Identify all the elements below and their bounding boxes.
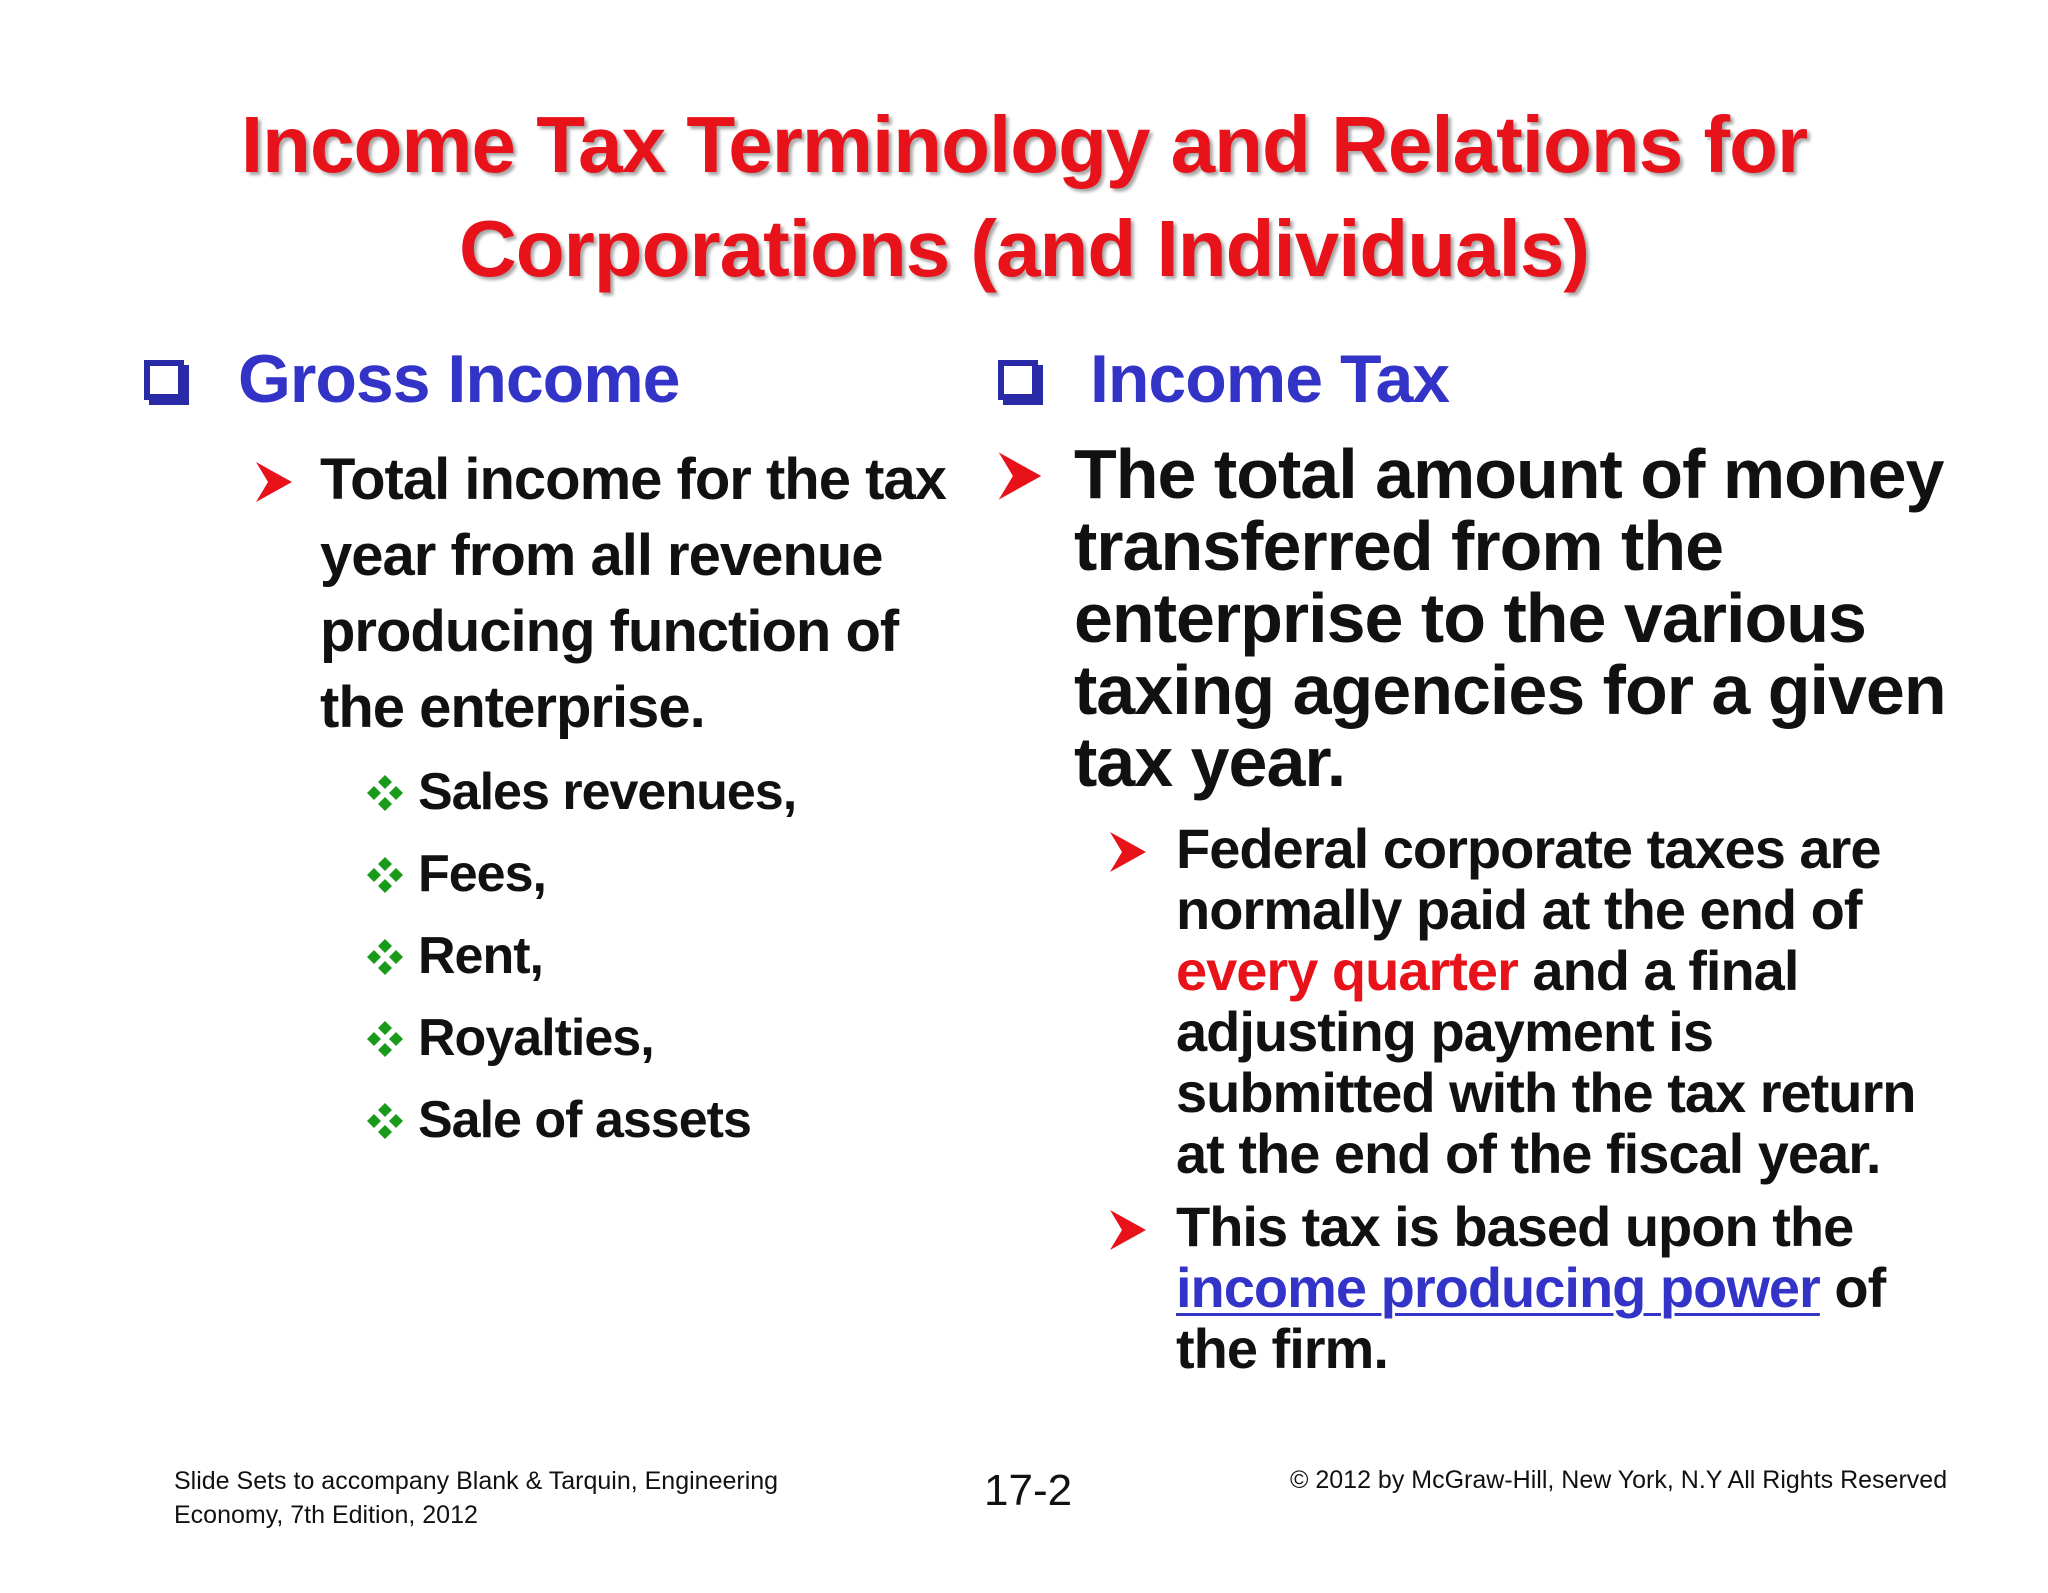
quarterly-payment-line: normally paid at the end of (1176, 878, 1862, 941)
arrow-bullet-icon (254, 460, 294, 504)
gross-income-item: Sales revenues, (418, 763, 797, 821)
gross-income-heading: Gross Income (238, 341, 680, 417)
diamond-bullet-icon (366, 1020, 404, 1058)
footer-citation-line-1: Slide Sets to accompany Blank & Tarquin, Engineering (174, 1467, 779, 1495)
tax-basis-line-rest: of (1819, 1256, 1886, 1319)
income-tax-definition-line: transferred from the (1074, 507, 1724, 585)
income-tax-definition-line: The total amount of money (1074, 435, 1944, 513)
arrow-bullet-icon (1108, 830, 1148, 874)
quarterly-payment-line-rest: and a final (1517, 939, 1799, 1002)
quarterly-payment-line: submitted with the tax return (1176, 1061, 1916, 1124)
slide-title-line-1: Income Tax Terminology and Relations for (240, 100, 1808, 189)
diamond-bullet-icon (366, 1102, 404, 1140)
checkbox-bullet-icon (144, 360, 184, 400)
page-number: 17-2 (984, 1466, 1073, 1515)
diamond-bullet-icon (366, 938, 404, 976)
income-tax-definition-line: tax year. (1074, 723, 1346, 801)
gross-income-item: Fees, (418, 845, 546, 903)
income-tax-heading: Income Tax (1090, 341, 1450, 417)
every-quarter-highlight: every quarter (1176, 939, 1518, 1002)
quarterly-payment-line (1176, 940, 1798, 1001)
gross-income-item: Rent, (418, 927, 543, 985)
income-tax-definition-line: taxing agencies for a given (1074, 651, 1946, 729)
income-tax-definition-line: enterprise to the various (1074, 579, 1866, 657)
diamond-bullet-icon (366, 856, 404, 894)
footer-citation-line-2: Economy, 7th Edition, 2012 (174, 1501, 478, 1529)
quarterly-payment-line: Federal corporate taxes are (1176, 817, 1881, 880)
gross-income-item: Royalties, (418, 1009, 654, 1067)
gross-income-definition-line: producing function of (320, 599, 899, 664)
quarterly-payment-line: at the end of the fiscal year. (1176, 1122, 1881, 1185)
footer-copyright: © 2012 by McGraw-Hill, New York, N.Y All Rights Reserved (1290, 1466, 1948, 1494)
income-producing-power-link[interactable]: income producing power (1176, 1256, 1820, 1319)
arrow-bullet-icon (996, 450, 1044, 502)
tax-basis-line: the firm. (1176, 1317, 1388, 1380)
tax-basis-line: This tax is based upon the (1176, 1195, 1854, 1258)
quarterly-payment-line: adjusting payment is (1176, 1000, 1713, 1063)
tax-basis-line (1176, 1257, 1885, 1318)
slide-title-line-2: Corporations (and Individuals) (458, 204, 1590, 293)
gross-income-item: Sale of assets (418, 1091, 751, 1149)
gross-income-definition-line: Total income for the tax (320, 447, 946, 512)
gross-income-definition-line: year from all revenue (320, 523, 883, 588)
arrow-bullet-icon (1108, 1208, 1148, 1252)
gross-income-definition-line: the enterprise. (320, 675, 705, 740)
checkbox-bullet-icon (998, 360, 1038, 400)
diamond-bullet-icon (366, 774, 404, 812)
